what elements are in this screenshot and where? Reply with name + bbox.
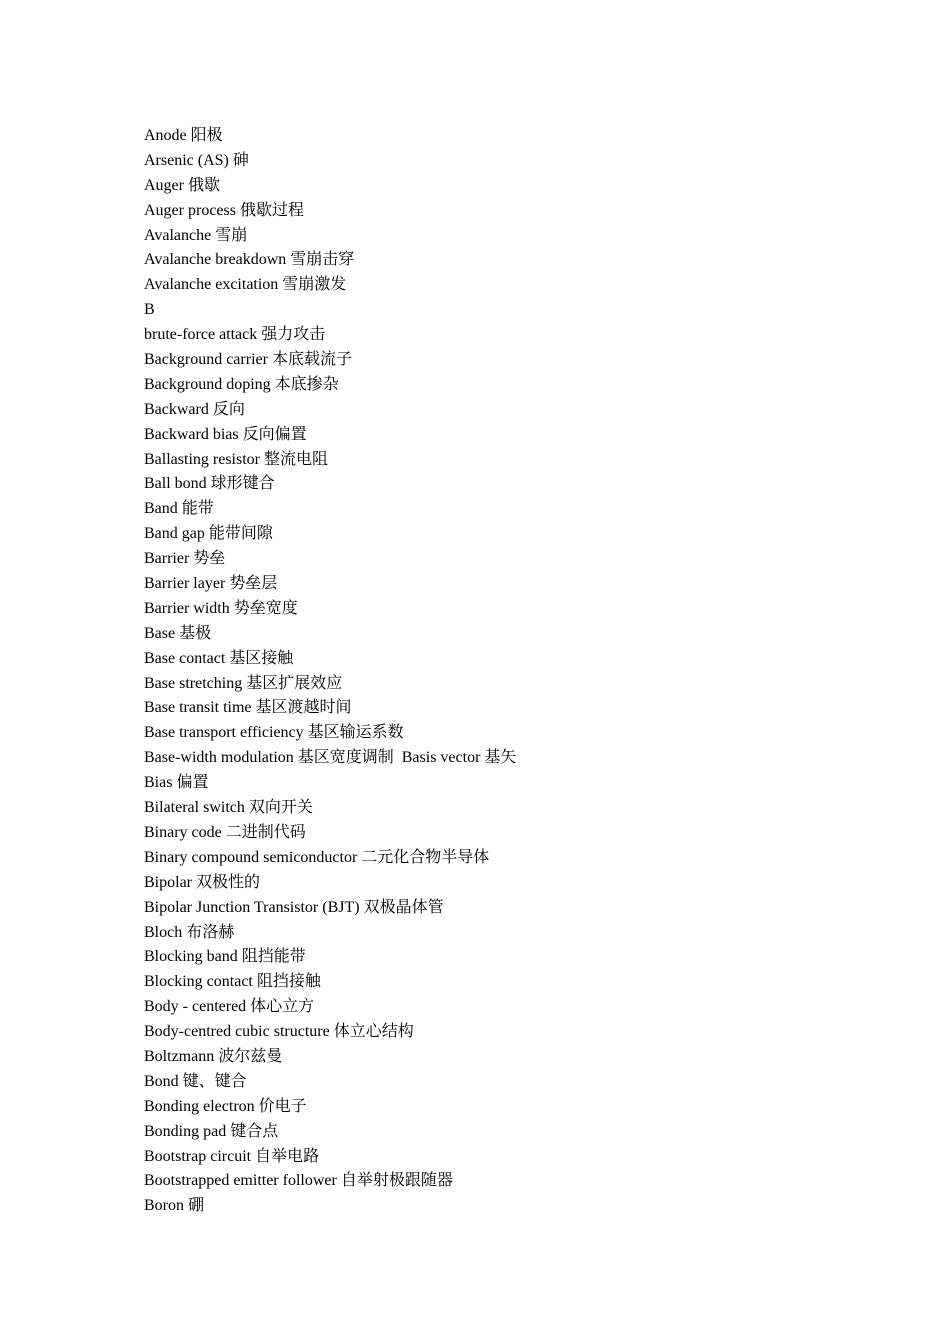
glossary-entry: Bilateral switch 双向开关 <box>144 799 313 817</box>
glossary-entry: Base transit time 基区渡越时间 <box>144 699 352 717</box>
glossary-entry: Auger process 俄歇过程 <box>144 201 304 219</box>
glossary-entry: Avalanche excitation 雪崩激发 <box>144 276 347 294</box>
glossary-entry: Backward bias 反向偏置 <box>144 425 307 443</box>
glossary-entry: Background carrier 本底载流子 <box>144 351 352 369</box>
glossary-entry: Bias 偏置 <box>144 774 209 792</box>
glossary-entry: Backward 反向 <box>144 400 245 418</box>
glossary-entry: Bloch 布洛赫 <box>144 923 235 941</box>
glossary-entry: Arsenic (AS) 砷 <box>144 151 249 169</box>
glossary-entry: Auger 俄歇 <box>144 176 220 194</box>
glossary-entry: Base contact 基区接触 <box>144 649 294 667</box>
glossary-entry: Bootstrap circuit 自举电路 <box>144 1147 320 1165</box>
glossary-entry: Background doping 本底掺杂 <box>144 375 339 393</box>
glossary-entry: B <box>144 301 155 319</box>
glossary-entry: Barrier layer 势垒层 <box>144 575 278 593</box>
glossary-entry: Base transport efficiency 基区输运系数 <box>144 724 404 742</box>
glossary-entry: Body - centered 体心立方 <box>144 998 315 1016</box>
glossary-entry: Bonding pad 键合点 <box>144 1122 279 1140</box>
glossary-entry: Anode 阳极 <box>144 127 223 144</box>
glossary-entry: Binary code 二进制代码 <box>144 823 306 841</box>
glossary-entry: Ball bond 球形键合 <box>144 475 275 493</box>
glossary-entry: Avalanche breakdown 雪崩击穿 <box>144 251 355 269</box>
glossary-entry: Bond 键、键合 <box>144 1072 247 1090</box>
glossary-entry: Band 能带 <box>144 500 214 518</box>
glossary-entry: Barrier 势垒 <box>144 550 226 568</box>
glossary-entry: Base-width modulation 基区宽度调制 Basis vector 基矢 <box>144 749 517 767</box>
glossary-entry: Barrier width 势垒宽度 <box>144 599 298 617</box>
glossary-entry: Ballasting resistor 整流电阻 <box>144 450 328 468</box>
glossary-entry: Base stretching 基区扩展效应 <box>144 674 343 692</box>
glossary-entry: Boron 硼 <box>144 1197 205 1215</box>
glossary-entry: brute-force attack 强力攻击 <box>144 326 326 344</box>
glossary-entry: Blocking band 阻挡能带 <box>144 948 306 966</box>
glossary-entry: Bipolar Junction Transistor (BJT) 双极晶体管 <box>144 898 444 916</box>
glossary-entry: Blocking contact 阻挡接触 <box>144 973 321 991</box>
glossary-entry: Base 基极 <box>144 624 212 642</box>
glossary-entry: Bonding electron 价电子 <box>144 1097 307 1115</box>
glossary-entry: Bipolar 双极性的 <box>144 873 260 891</box>
glossary-entry: Band gap 能带间隙 <box>144 525 273 543</box>
glossary-entry: Avalanche 雪崩 <box>144 226 248 244</box>
glossary-entry: Binary compound semiconductor 二元化合物半导体 <box>144 848 490 866</box>
glossary-entry: Boltzmann 波尔兹曼 <box>144 1047 283 1065</box>
glossary-list <box>144 124 516 1219</box>
glossary-entry: Bootstrapped emitter follower 自举射极跟随器 <box>144 1172 453 1190</box>
glossary-entry: Body-centred cubic structure 体立心结构 <box>144 1023 414 1041</box>
